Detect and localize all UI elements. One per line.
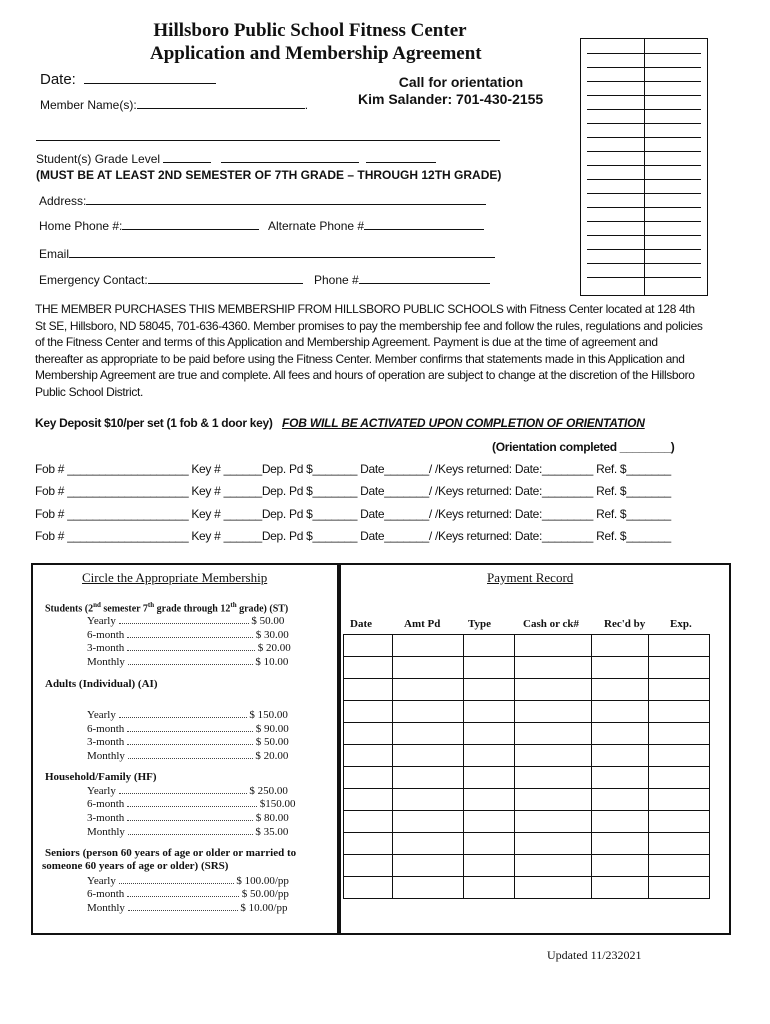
membership-option[interactable]: Monthly $ 10.00 (87, 656, 289, 668)
membership-option[interactable]: Yearly $ 100.00/pp (87, 875, 289, 887)
table-row (344, 701, 710, 723)
membership-group-title: Seniors (person 60 years of age or older or married to someone 60 years of age or older) (SRS) (42, 847, 297, 872)
payment-col-amount: Amt Pd (404, 618, 441, 630)
table-row (344, 723, 710, 745)
agreement-text: THE MEMBER PURCHASES THIS MEMBERSHIP FROM HILLSBORO PUBLIC SCHOOLS with Fitness Center located at 128 4th St SE, Hillsboro, ND 58045, 701-636-4360. Member promises to pay the membership fee and follow the rules, regulations and policies of the Fitness Center and terms of this Application and Membership Agreement. Payment is due at the time of agreement and thereafter as appropriate to be paid before using the Fitness Center. Member confirms that statements made in this Application and Membership Agreement are true and complete. All fees and hours of operation are subject to change at the discretion of the Hillsboro Public School District. (35, 302, 703, 399)
membership-option[interactable]: Yearly $ 250.00 (87, 785, 288, 797)
payment-col-date: Date (350, 618, 372, 630)
fob-row[interactable]: Fob # ___________________ Key # ______Dep. Pd $_______ Date_______/ /Keys returned: Date:________ Ref. $_______ (35, 529, 671, 543)
table-row (344, 855, 710, 877)
grade-requirement: (MUST BE AT LEAST 2ND SEMESTER OF 7TH GRADE – THROUGH 12TH GRADE) (36, 168, 502, 182)
membership-option[interactable]: Yearly $ 150.00 (87, 709, 288, 721)
orientation-completed-field[interactable]: (Orientation completed ________) (492, 440, 675, 454)
emergency-phone-field[interactable]: Phone # (314, 273, 490, 287)
form-title-line-2: Application and Membership Agreement (150, 43, 482, 64)
fob-row[interactable]: Fob # ___________________ Key # ______Dep. Pd $_______ Date_______/ /Keys returned: Date:________ Ref. $_______ (35, 484, 671, 498)
side-grid (580, 38, 708, 296)
table-row (344, 833, 710, 855)
membership-heading: Circle the Appropriate Membership (82, 570, 268, 585)
payment-record-heading: Payment Record (487, 570, 574, 585)
grade-level-field[interactable]: Student(s) Grade Level (36, 152, 436, 166)
table-row (344, 657, 710, 679)
membership-option[interactable]: 3-month $ 80.00 (87, 812, 289, 824)
membership-option[interactable]: Monthly $ 35.00 (87, 826, 289, 838)
table-row (344, 877, 710, 899)
table-row (344, 811, 710, 833)
fob-activation-notice: FOB WILL BE ACTIVATED UPON COMPLETION OF ORIENTATION (282, 416, 645, 430)
membership-option[interactable]: Monthly $ 20.00 (87, 750, 289, 762)
membership-option[interactable]: 3-month $ 50.00 (87, 736, 289, 748)
membership-group-title: Students (2nd semester 7th grade through 12th grade) (ST) (45, 601, 289, 615)
membership-option[interactable]: 3-month $ 20.00 (87, 642, 291, 654)
membership-option[interactable]: 6-month $ 90.00 (87, 723, 289, 735)
emergency-contact-field[interactable]: Emergency Contact: (39, 273, 303, 287)
table-row (344, 679, 710, 701)
alternate-phone-field[interactable]: Alternate Phone # (268, 219, 484, 233)
payment-record-table (343, 634, 710, 899)
orientation-call-label: Call for orientation (398, 74, 524, 90)
updated-date: Updated 11/232021 (547, 948, 642, 962)
payment-col-exp: Exp. (670, 618, 692, 630)
home-phone-field[interactable]: Home Phone #: (39, 219, 259, 233)
table-row (344, 745, 710, 767)
membership-option[interactable]: 6-month $ 30.00 (87, 629, 289, 641)
membership-group-title: Adults (Individual) (AI) (45, 678, 158, 690)
table-row (344, 767, 710, 789)
member-name-field[interactable]: Member Name(s): . (40, 98, 309, 112)
payment-col-received-by: Rec'd by (604, 618, 646, 630)
date-field[interactable]: Date: (40, 71, 216, 88)
form-title-line-1: Hillsboro Public School Fitness Center (153, 20, 467, 41)
fob-row[interactable]: Fob # ___________________ Key # ______Dep. Pd $_______ Date_______/ /Keys returned: Date:________ Ref. $_______ (35, 462, 671, 476)
membership-option[interactable]: Monthly $ 10.00/pp (87, 902, 288, 914)
orientation-contact: Kim Salander: 701-430-2155 (358, 91, 544, 107)
address-field[interactable]: Address: (39, 194, 486, 208)
fob-row[interactable]: Fob # ___________________ Key # ______Dep. Pd $_______ Date_______/ /Keys returned: Date:________ Ref. $_______ (35, 507, 671, 521)
membership-option[interactable]: 6-month $ 50.00/pp (87, 888, 289, 900)
membership-group-title: Household/Family (HF) (45, 771, 157, 783)
member-name-line-2[interactable] (36, 140, 500, 141)
payment-col-check: Cash or ck# (523, 618, 580, 630)
key-deposit-label: Key Deposit $10/per set (1 fob & 1 door key) (35, 416, 273, 430)
membership-option[interactable]: Yearly $ 50.00 (87, 615, 285, 627)
table-row (344, 635, 710, 657)
table-row (344, 789, 710, 811)
payment-col-type: Type (468, 618, 492, 630)
membership-option[interactable]: 6-month $150.00 (87, 798, 296, 810)
email-field[interactable]: Email (39, 247, 495, 261)
